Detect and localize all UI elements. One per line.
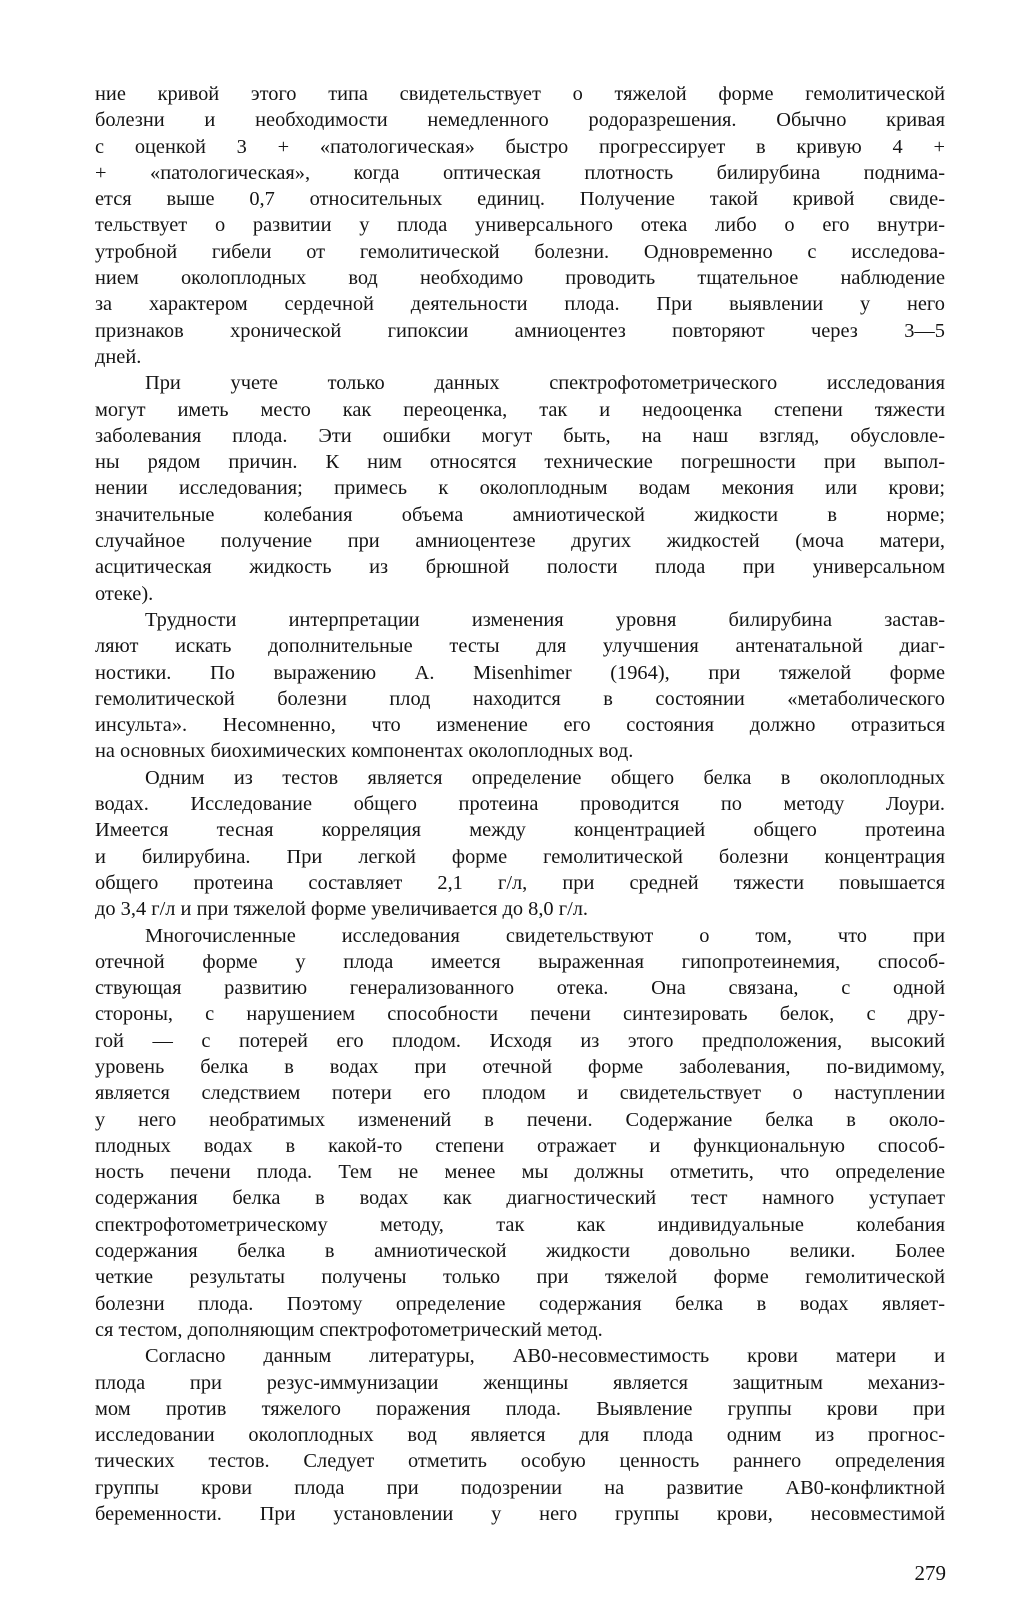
text-line: признаков хронической гипоксии амниоцентез повторяют через 3—5 [95, 319, 945, 342]
text-line: + «патологическая», когда оптическая плотность билирубина поднима- [95, 161, 945, 184]
paragraph-first-line: При учете только данных спектрофотометрического исследования [145, 372, 945, 395]
text-line: исследовании околоплодных вод является для плода одним из прогнос- [95, 1424, 945, 1447]
text-line: ностики. По выражению A. Misenhimer (1964), при тяжелой форме [95, 661, 945, 684]
text-line: содержания белка в амниотической жидкости довольно велики. Более [95, 1240, 945, 1263]
text-line: с оценкой 3 + «патологическая» быстро прогрессирует в кривую 4 + [95, 135, 945, 158]
text-line: ность печени плода. Тем не менее мы должны отметить, что определение [95, 1161, 945, 1184]
text-line: случайное получение при амниоцентезе других жидкостей (моча матери, [95, 530, 945, 553]
text-line: Имеется тесная корреляция между концентрацией общего протеина [95, 819, 945, 842]
text-line: водах. Исследование общего протеина проводится по методу Лоури. [95, 793, 945, 816]
text-line: нении исследования; примесь к околоплодным водам мекония или крови; [95, 477, 945, 500]
text-line: группы крови плода при подозрении на развитие АВ0-конфликтной [95, 1476, 945, 1499]
text-line: до 3,4 г/л и при тяжелой форме увеличивается до 8,0 г/л. [95, 898, 589, 921]
paragraph-first-line: Согласно данным литературы, АВ0-несовместимость крови матери и [145, 1345, 945, 1368]
text-line: стороны, с нарушением способности печени синтезировать белок, с дру- [95, 1003, 945, 1026]
text-line: плодных водах в какой-то степени отражает и функциональную способ- [95, 1134, 945, 1157]
page-number: 279 [914, 1561, 946, 1585]
text-line: общего протеина составляет 2,1 г/л, при средней тяжести повышается [95, 871, 945, 894]
text-line: гемолитической болезни плод находится в состоянии «метаболического [95, 687, 945, 710]
text-line: инсульта». Несомненно, что изменение его состояния должно отразиться [95, 714, 945, 737]
text-line: и билирубина. При легкой форме гемолитической болезни концентрация [95, 845, 945, 868]
text-line: асцитическая жидкость из брюшной полости плода при универсальном [95, 556, 945, 579]
text-line: содержания белка в водах как диагностический тест намного уступает [95, 1187, 945, 1210]
text-line: спектрофотометрическому методу, так как индивидуальные колебания [95, 1213, 945, 1236]
text-line: ствующая развитию генерализованного отека. Она связана, с одной [95, 977, 945, 1000]
text-line: отечной форме у плода имеется выраженная гипопротеинемия, способ- [95, 950, 945, 973]
text-line: мом против тяжелого поражения плода. Выявление группы крови при [95, 1397, 945, 1420]
text-line: болезни плода. Поэтому определение содержания белка в водах являет- [95, 1292, 945, 1315]
paragraph-first-line: Многочисленные исследования свидетельствуют о том, что при [145, 924, 945, 947]
paragraph-first-line: Одним из тестов является определение общего белка в околоплодных [145, 766, 945, 789]
text-line: могут иметь место как переоценка, так и недооценка степени тяжести [95, 398, 945, 421]
text-line: болезни и необходимости немедленного родоразрешения. Обычно кривая [95, 109, 945, 132]
text-line: тельствует о развитии у плода универсального отека либо о его внутри- [95, 214, 945, 237]
text-line: плода при резус-иммунизации женщины является защитным механиз- [95, 1371, 945, 1394]
text-line: нием околоплодных вод необходимо проводить тщательное наблюдение [95, 267, 945, 290]
page-body [95, 81, 945, 1527]
text-line: отеке). [95, 582, 154, 605]
text-line: ся тестом, дополняющим спектрофотометрический метод. [95, 1318, 603, 1341]
text-line: уровень белка в водах при отечной форме заболевания, по-видимому, [95, 1055, 945, 1078]
text-line: на основных биохимических компонентах околоплодных вод. [95, 740, 634, 763]
text-line: дней. [95, 345, 142, 368]
text-line: ется выше 0,7 относительных единиц. Получение такой кривой свиде- [95, 188, 945, 211]
text-line: у него необратимых изменений в печени. Содержание белка в около- [95, 1108, 945, 1131]
text-line: гой — с потерей его плодом. Исходя из этого предположения, высокий [95, 1029, 945, 1052]
text-line: значительные колебания объема амниотической жидкости в норме; [95, 503, 945, 526]
text-line: беременности. При установлении у него группы крови, несовместимой [95, 1503, 945, 1526]
text-line: ние кривой этого типа свидетельствует о тяжелой форме гемолитической [95, 83, 945, 105]
text-line: ны рядом причин. К ним относятся технические погрешности при выпол- [95, 451, 945, 474]
text-line: заболевания плода. Эти ошибки могут быть, на наш взгляд, обусловле- [95, 424, 945, 447]
text-line: утробной гибели от гемолитической болезни. Одновременно с исследова- [95, 240, 945, 263]
text-line: за характером сердечной деятельности плода. При выявлении у него [95, 293, 945, 316]
text-line: ляют искать дополнительные тесты для улучшения антенатальной диаг- [95, 635, 945, 658]
paragraph-first-line: Трудности интерпретации изменения уровня билирубина застав- [145, 608, 945, 631]
text-line: является следствием потери его плодом и свидетельствует о наступлении [95, 1082, 945, 1105]
text-line: тических тестов. Следует отметить особую ценность раннего определения [95, 1450, 945, 1473]
text-line: четкие результаты получены только при тяжелой форме гемолитической [95, 1266, 945, 1289]
